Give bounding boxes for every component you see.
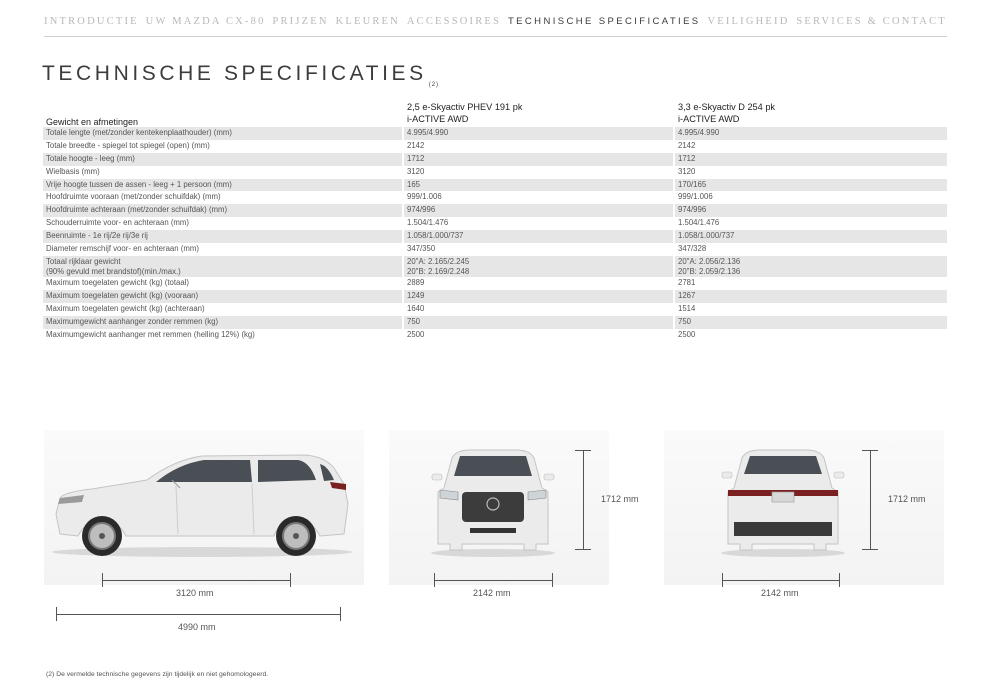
row-value-phev-line1: 20"A: 2.165/2.245: [407, 256, 470, 266]
row-value-diesel: 2142: [678, 140, 696, 150]
row-label: Maximum toegelaten gewicht (kg) (totaal): [46, 278, 190, 288]
row-value-diesel-line2: 20"B: 2.059/2.136: [678, 266, 741, 276]
wheelbase-left-cap: [102, 573, 103, 587]
table-row: [43, 290, 947, 303]
table-row: [43, 191, 947, 204]
row-label: Hoofdruimte achteraan (met/zonder schuifdak) (mm): [46, 205, 228, 215]
row-label: Totale hoogte - leeg (mm): [46, 153, 135, 163]
spec-table-header: [43, 101, 947, 127]
column-header-diesel-line2: i-ACTIVE AWD: [678, 114, 740, 124]
row-value-phev: 999/1.006: [407, 192, 442, 202]
table-row: [43, 179, 947, 192]
row-value-diesel: 1267: [678, 291, 696, 301]
width-rear-dimension-line: [722, 580, 840, 581]
row-value-diesel: 1.058/1.000/737: [678, 231, 735, 241]
row-value-phev: 2889: [407, 278, 425, 288]
row-value-diesel: 1514: [678, 304, 696, 314]
car-side-view-image: [52, 448, 352, 558]
row-label: Beenruimte - 1e rij/2e rij/3e rij: [46, 231, 148, 241]
table-row: [43, 303, 947, 316]
nav-item-kleuren[interactable]: KLEUREN: [335, 16, 400, 27]
row-value-diesel-line1: 20"A: 2.056/2.136: [678, 256, 741, 266]
length-dimension-line: [56, 614, 341, 615]
row-value-diesel: 3120: [678, 166, 696, 176]
table-row: [43, 277, 947, 290]
nav-item-technische-specificaties[interactable]: TECHNISCHE SPECIFICATIES: [507, 16, 701, 27]
height-rear-dimension-line: [870, 450, 871, 550]
nav-item-veiligheid[interactable]: VEILIGHEID: [707, 16, 790, 27]
row-value-phev: 1712: [407, 153, 425, 163]
length-right-cap: [340, 607, 341, 621]
row-label-line2: (90% gevuld met brandstof)(min./max.): [46, 266, 181, 276]
table-row: [43, 127, 947, 140]
length-left-cap: [56, 607, 57, 621]
footnote: (2) De vermelde technische gegevens zijn tijdelijk en niet gehomologeerd.: [46, 671, 269, 678]
nav-item-uw-mazda[interactable]: UW MAZDA CX-80: [145, 16, 266, 27]
row-value-diesel: 4.995/4.990: [678, 128, 720, 137]
row-value-phev: 1.058/1.000/737: [407, 231, 464, 241]
page-title-note: (2): [428, 82, 440, 88]
nav-item-services-contact[interactable]: SERVICES & CONTACT: [796, 16, 947, 27]
vehicle-views: [44, 430, 944, 585]
nav-item-introductie[interactable]: INTRODUCTIE: [44, 16, 139, 27]
row-label: Schouderruimte voor- en achteraan (mm): [46, 218, 190, 228]
width-rear-left-cap: [722, 573, 723, 587]
width-rear-right-cap: [839, 573, 840, 587]
row-label: Totale lengte (met/zonder kentekenplaathouder) (mm): [46, 128, 232, 137]
column-header-phev: [407, 101, 522, 125]
height-rear-label: 1712 mm: [888, 494, 926, 504]
row-label: Wielbasis (mm): [46, 166, 100, 176]
row-value-phev: 2142: [407, 140, 425, 150]
height-front-top-cap: [575, 450, 591, 451]
row-value-phev: 347/350: [407, 244, 436, 254]
column-header-diesel-line1: 3,3 e-Skyactiv D 254 pk: [678, 102, 776, 112]
car-rear-view-image: [720, 448, 846, 558]
row-value-diesel: 999/1.006: [678, 192, 713, 202]
table-row: [43, 243, 947, 256]
table-row: [43, 230, 947, 243]
height-front-dimension-line: [583, 450, 584, 550]
height-front-label: 1712 mm: [601, 494, 639, 504]
spec-table: [43, 101, 947, 342]
row-label: Maximumgewicht aanhanger met remmen (helling 12%) (kg): [46, 329, 255, 339]
row-label: Diameter remschijf voor- en achteraan (mm): [46, 244, 199, 254]
width-front-left-cap: [434, 573, 435, 587]
row-value-phev: 2500: [407, 329, 425, 339]
row-label: [46, 257, 402, 277]
row-label: Maximum toegelaten gewicht (kg) (vooraan): [46, 291, 199, 301]
width-front-label: 2142 mm: [473, 588, 511, 598]
row-value-phev: 750: [407, 317, 421, 327]
row-label-line1: Totaal rijklaar gewicht: [46, 256, 121, 266]
row-value-diesel: 750: [678, 317, 692, 327]
table-row: [43, 140, 947, 153]
height-rear-top-cap: [862, 450, 878, 451]
height-rear-bottom-cap: [862, 549, 878, 550]
column-header-phev-line1: 2,5 e-Skyactiv PHEV 191 pk: [407, 102, 523, 112]
wheelbase-label: 3120 mm: [176, 588, 214, 598]
row-value-phev: [407, 257, 469, 277]
column-header-phev-line2: i-ACTIVE AWD: [407, 114, 469, 124]
row-value-diesel: 2781: [678, 278, 696, 288]
wheelbase-right-cap: [290, 573, 291, 587]
row-value-diesel: 974/996: [678, 205, 707, 215]
row-label: Hoofdruimte vooraan (met/zonder schuifdak) (mm): [46, 192, 221, 202]
wheelbase-dimension-line: [102, 580, 291, 581]
table-row: [43, 153, 947, 166]
top-navigation: [44, 16, 947, 37]
car-front-view-image: [430, 448, 556, 558]
length-label: 4990 mm: [178, 622, 216, 632]
row-value-diesel: [678, 257, 740, 277]
table-row: [43, 217, 947, 230]
row-value-phev: 974/996: [407, 205, 436, 215]
height-front-bottom-cap: [575, 549, 591, 550]
width-front-dimension-line: [434, 580, 553, 581]
row-label: Totale breedte - spiegel tot spiegel (open) (mm): [46, 140, 210, 150]
row-value-diesel: 347/328: [678, 244, 707, 254]
row-value-phev: 1249: [407, 291, 425, 301]
table-row: [43, 256, 947, 278]
table-row: [43, 316, 947, 329]
row-value-phev: 3120: [407, 166, 425, 176]
row-label: Maximumgewicht aanhanger zonder remmen (kg): [46, 317, 219, 327]
width-front-right-cap: [552, 573, 553, 587]
spec-section-title: Gewicht en afmetingen: [46, 117, 139, 127]
row-value-diesel: 1712: [678, 153, 696, 163]
row-value-phev: 165: [407, 179, 421, 189]
row-value-phev: 1640: [407, 304, 425, 314]
row-value-phev: 4.995/4.990: [407, 128, 449, 137]
table-row: [43, 166, 947, 179]
width-rear-label: 2142 mm: [761, 588, 799, 598]
table-row: [43, 329, 947, 342]
row-value-phev: 1.504/1.476: [407, 218, 449, 228]
row-value-diesel: 1.504/1.476: [678, 218, 720, 228]
table-row: [43, 204, 947, 217]
row-value-diesel: 2500: [678, 329, 696, 339]
row-value-phev-line2: 20"B: 2.169/2.248: [407, 266, 470, 276]
row-label: Vrije hoogte tussen de assen - leeg + 1 persoon (mm): [46, 179, 232, 189]
nav-item-accessoires[interactable]: ACCESSOIRES: [406, 16, 502, 27]
column-header-diesel: [678, 101, 775, 125]
row-value-diesel: 170/165: [678, 179, 707, 189]
nav-item-prijzen[interactable]: PRIJZEN: [272, 16, 329, 27]
page-title-text: TECHNISCHE SPECIFICATIES: [42, 62, 427, 85]
row-label: Maximum toegelaten gewicht (kg) (achteraan): [46, 304, 205, 314]
page-title: [42, 62, 439, 88]
